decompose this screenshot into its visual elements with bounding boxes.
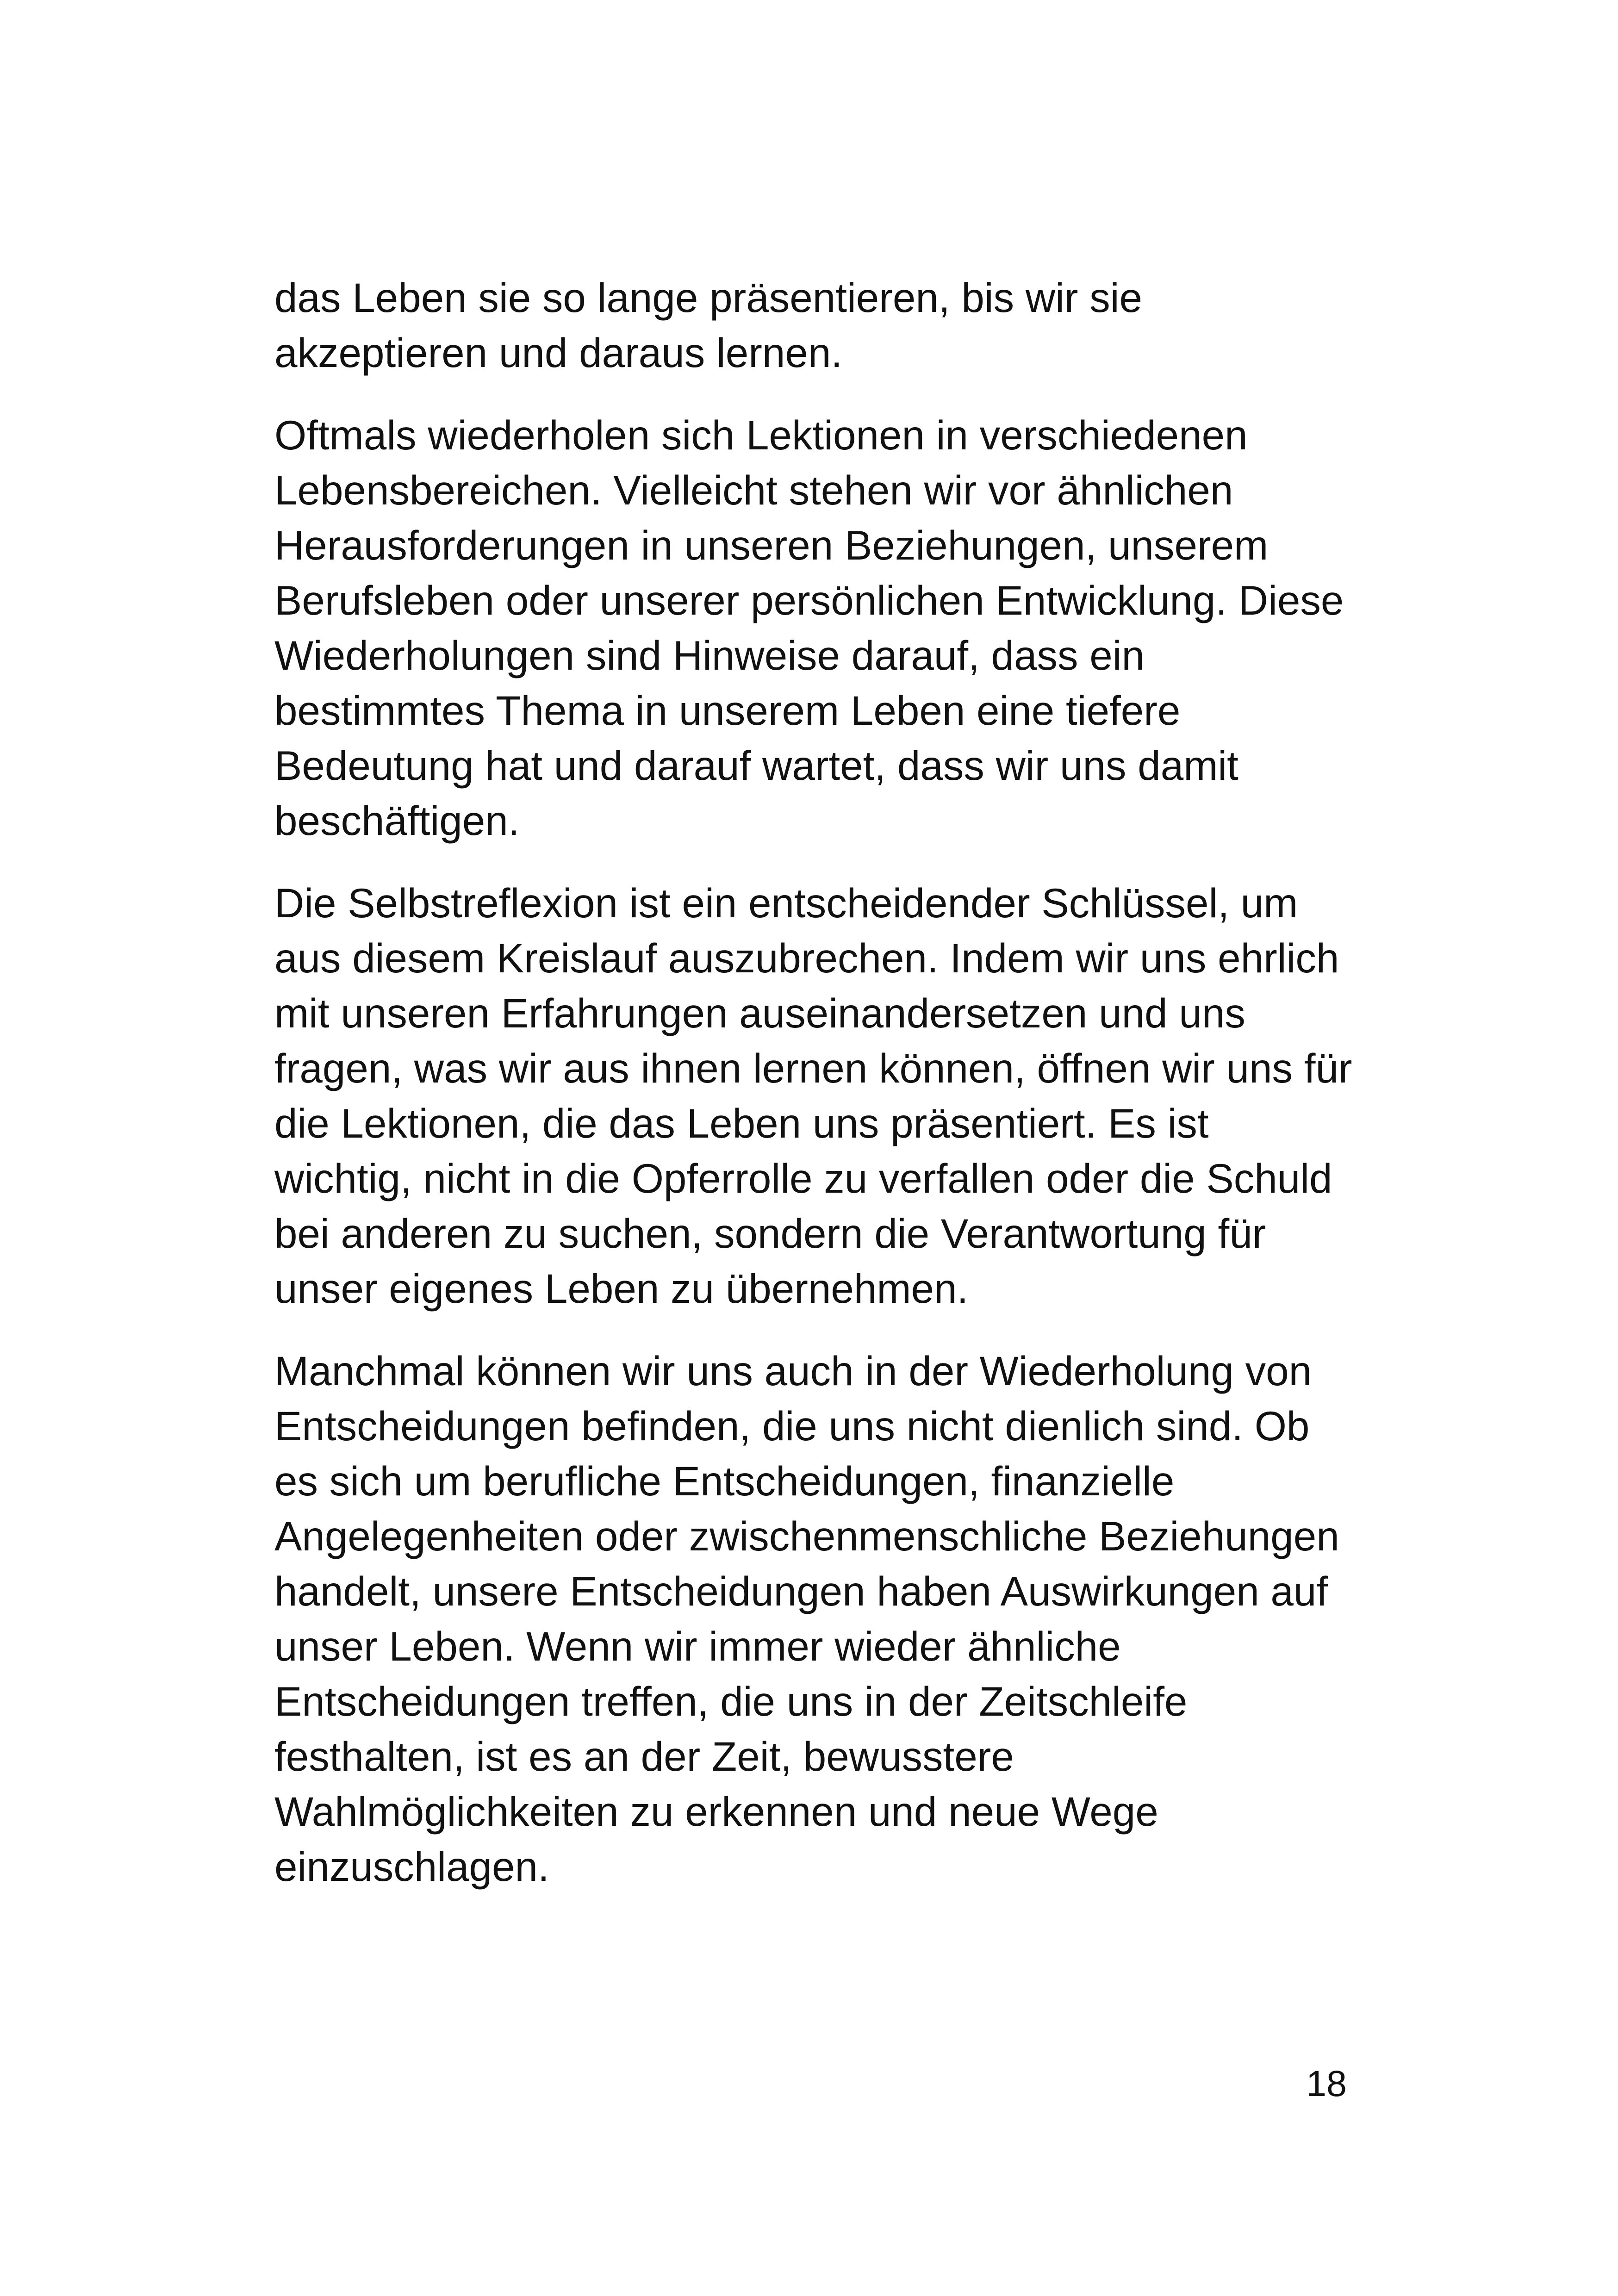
paragraph-4: Manchmal können wir uns auch in der Wiederholung von Entscheidungen befinden, die uns nicht dienlich sind. Ob es sich um berufliche Entscheidungen, finanzielle Angelegenheiten oder zwischenmenschliche Beziehungen handelt, unsere Entscheidungen haben Auswirkungen auf unser Leben. Wenn wir immer wieder ähnliche Entscheidungen treffen, die uns in der Zeitschleife festhalten, ist es an der Zeit, bewusstere Wahlmöglichkeiten zu erkennen und neue Wege einzuschlagen. xyxy=(274,1348,1339,1890)
paragraph-3: Die Selbstreflexion ist ein entscheidender Schlüssel, um aus diesem Kreislauf auszubrechen. Indem wir uns ehrlich mit unseren Erfahrungen auseinandersetzen und uns fragen, was wir aus ihnen lernen können, öffnen wir uns für die Lektionen, die das Leben uns präsentiert. Es ist wichtig, nicht in die Opferrolle zu verfallen oder die Schuld bei anderen zu suchen, sondern die Verantwortung für unser eigenes Leben zu übernehmen. xyxy=(274,880,1352,1312)
body-text xyxy=(274,270,1357,1922)
paragraph-1: das Leben sie so lange präsentieren, bis wir sie akzeptieren und daraus lernen. xyxy=(274,274,1143,376)
page-number: 18 xyxy=(1306,2063,1347,2104)
paragraph-2: Oftmals wiederholen sich Lektionen in verschiedenen Lebensbereichen. Vielleicht stehen wir vor ähnlichen Herausforderungen in unseren Beziehungen, unserem Berufsleben oder unserer persönlichen Entwicklung. Diese Wiederholungen sind Hinweise darauf, dass ein bestimmtes Thema in unserem Leben eine tiefere Bedeutung hat und darauf wartet, dass wir uns damit beschäftigen. xyxy=(274,412,1344,844)
